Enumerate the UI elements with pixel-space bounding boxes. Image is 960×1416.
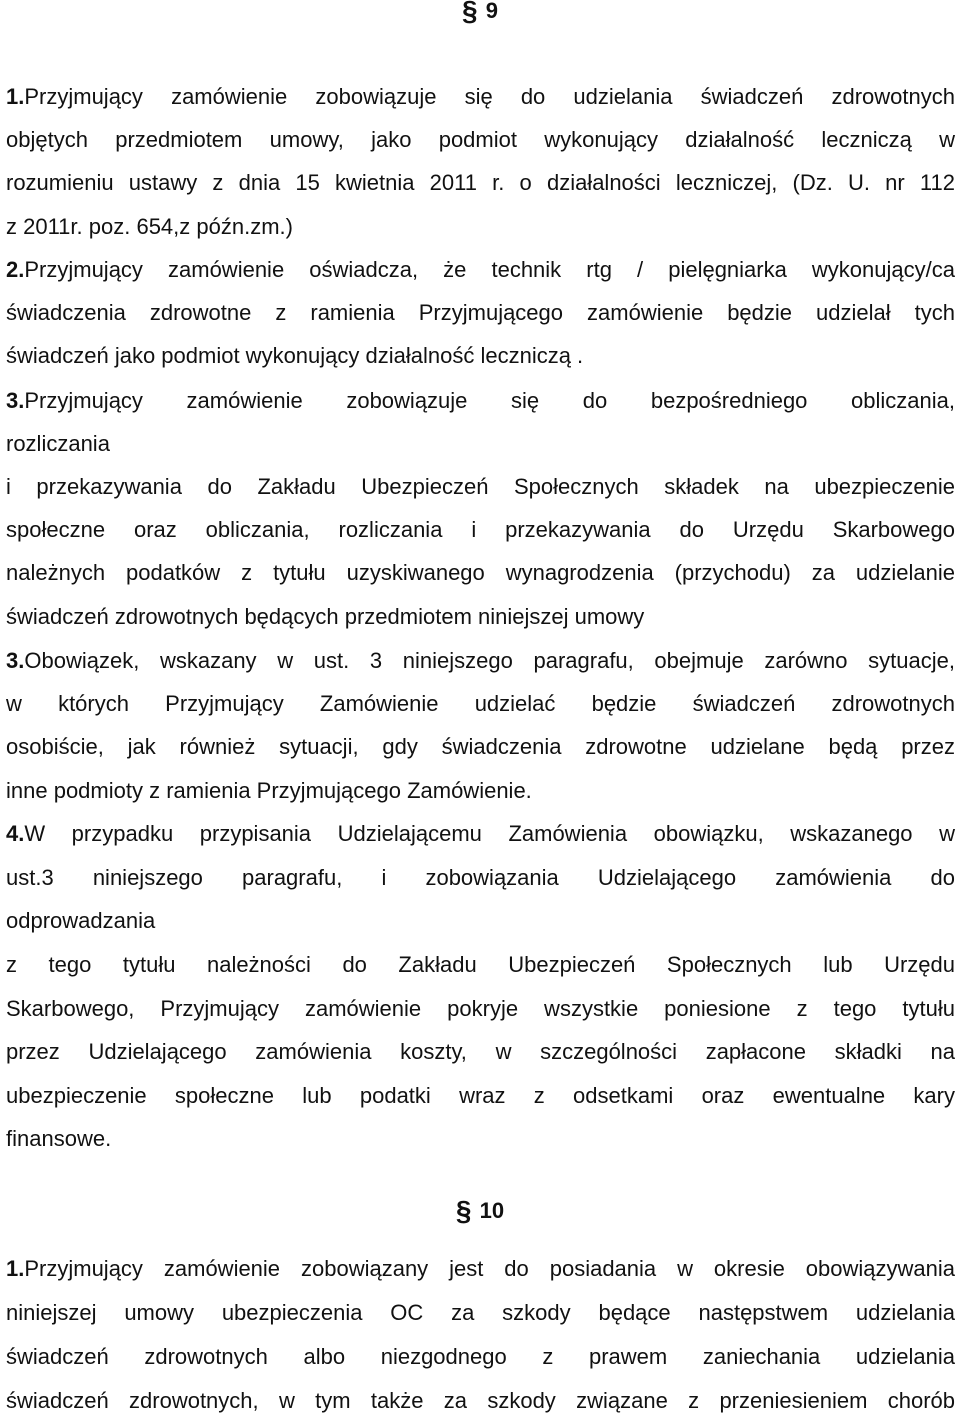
paragraph-text: świadczeń jako podmiot wykonujący działalność leczniczą . — [6, 343, 584, 368]
text-line — [6, 1254, 955, 1284]
text-line — [6, 1298, 955, 1328]
section-sign-icon: § — [455, 1195, 472, 1226]
paragraph-text: społeczne oraz obliczania, rozliczania i przekazywania do Urzędu Skarbowego — [6, 517, 955, 542]
paragraph-text: Przyjmujący zamówienie zobowiązuje się do udzielania świadczeń zdrowotnych — [24, 84, 955, 109]
text-line — [6, 906, 955, 936]
text-line — [6, 515, 955, 545]
paragraph-text: osobiście, jak również sytuacji, gdy świadczenia zdrowotne udzielane będą przez — [6, 734, 955, 759]
paragraph-number: 1. — [6, 84, 25, 109]
paragraph-text: świadczenia zdrowotne z ramienia Przyjmującego zamówienie będzie udzielał tych — [6, 300, 955, 325]
paragraph-text: rozliczania — [6, 431, 110, 456]
text-line — [6, 82, 955, 112]
paragraph-text: przez Udzielającego zamówienia koszty, w szczególności zapłacone składki na — [6, 1039, 955, 1064]
paragraph-text: finansowe. — [6, 1126, 112, 1151]
paragraph-text: z 2011r. poz. 654,z późn.zm.) — [6, 214, 293, 239]
text-line — [6, 994, 955, 1024]
paragraph-text: Skarbowego, Przyjmujący zamówienie pokryje wszystkie poniesione z tego tytułu — [6, 996, 955, 1021]
text-line — [6, 776, 955, 806]
paragraph-number: 4. — [6, 821, 25, 846]
paragraph-number: 3. — [6, 388, 25, 413]
paragraph-text: w których Przyjmujący Zamówienie udzielać będzie świadczeń zdrowotnych — [6, 691, 955, 716]
text-line — [6, 341, 955, 371]
text-line — [6, 732, 955, 762]
paragraph-text: Przyjmujący zamówienie oświadcza, że technik rtg / pielęgniarka wykonujący/ca — [24, 257, 955, 282]
paragraph-number: 2. — [6, 257, 25, 282]
paragraph-text: i przekazywania do Zakładu Ubezpieczeń Społecznych składek na ubezpieczenie — [6, 474, 955, 499]
paragraph-text: świadczeń zdrowotnych będących przedmiotem niniejszej umowy — [6, 604, 645, 629]
paragraph-text: odprowadzania — [6, 908, 156, 933]
text-line — [6, 255, 955, 285]
text-line — [6, 646, 955, 676]
text-line — [6, 429, 955, 459]
text-line — [6, 819, 955, 849]
paragraph-text: objętych przedmiotem umowy, jako podmiot wykonujący działalność leczniczą w — [6, 127, 955, 152]
paragraph-text: rozumieniu ustawy z dnia 15 kwietnia 2011 r. o działalności leczniczej, (Dz. U. nr 112 — [6, 170, 955, 195]
text-line — [6, 1342, 955, 1372]
paragraph-text: Przyjmujący zamówienie zobowiązany jest do posiadania w okresie obowiązywania — [24, 1256, 955, 1281]
text-line — [6, 1386, 955, 1416]
paragraph-text: Przyjmujący zamówienie zobowiązuje się do bezpośredniego obliczania, — [24, 388, 955, 413]
text-line — [6, 298, 955, 328]
text-line — [6, 125, 955, 155]
text-line — [6, 689, 955, 719]
text-line — [6, 950, 955, 980]
text-line — [6, 1124, 955, 1154]
text-line — [6, 472, 955, 502]
paragraph-text: świadczeń zdrowotnych albo niezgodnego z prawem zaniechania udzielania — [6, 1344, 955, 1369]
paragraph-text: z tego tytułu należności do Zakładu Ubezpieczeń Społecznych lub Urzędu — [6, 952, 955, 977]
text-line — [6, 168, 955, 198]
text-line — [6, 558, 955, 588]
paragraph-text: Obowiązek, wskazany w ust. 3 niniejszego paragrafu, obejmuje zarówno sytuacje, — [24, 648, 955, 673]
paragraph-number: 3. — [6, 648, 25, 673]
paragraph-text: W przypadku przypisania Udzielającemu Zamówienia obowiązku, wskazanego w — [24, 821, 955, 846]
paragraph-text: niniejszej umowy ubezpieczenia OC za szkody będące następstwem udzielania — [6, 1300, 955, 1325]
text-line — [6, 386, 955, 416]
paragraph-text: świadczeń zdrowotnych, w tym także za szkody związane z przeniesieniem chorób — [6, 1388, 955, 1413]
paragraph-text: inne podmioty z ramienia Przyjmującego Zamówienie. — [6, 778, 532, 803]
section-9-heading — [0, 0, 960, 24]
text-line — [6, 1081, 955, 1111]
section-10-number: 10 — [479, 1198, 505, 1223]
paragraph-text: ubezpieczenie społeczne lub podatki wraz z odsetkami oraz ewentualne kary — [6, 1083, 955, 1108]
section-10-heading — [0, 1195, 960, 1226]
section-9-number: 9 — [485, 0, 498, 23]
text-line — [6, 1037, 955, 1067]
paragraph-text: należnych podatków z tytułu uzyskiwanego wynagrodzenia (przychodu) za udzielanie — [6, 560, 955, 585]
text-line — [6, 863, 955, 893]
section-sign-icon: § — [462, 0, 478, 26]
paragraph-text: ust.3 niniejszego paragrafu, i zobowiązania Udzielającego zamówienia do — [6, 865, 955, 890]
text-line — [6, 212, 955, 242]
paragraph-number: 1. — [6, 1256, 25, 1281]
text-line — [6, 602, 955, 632]
